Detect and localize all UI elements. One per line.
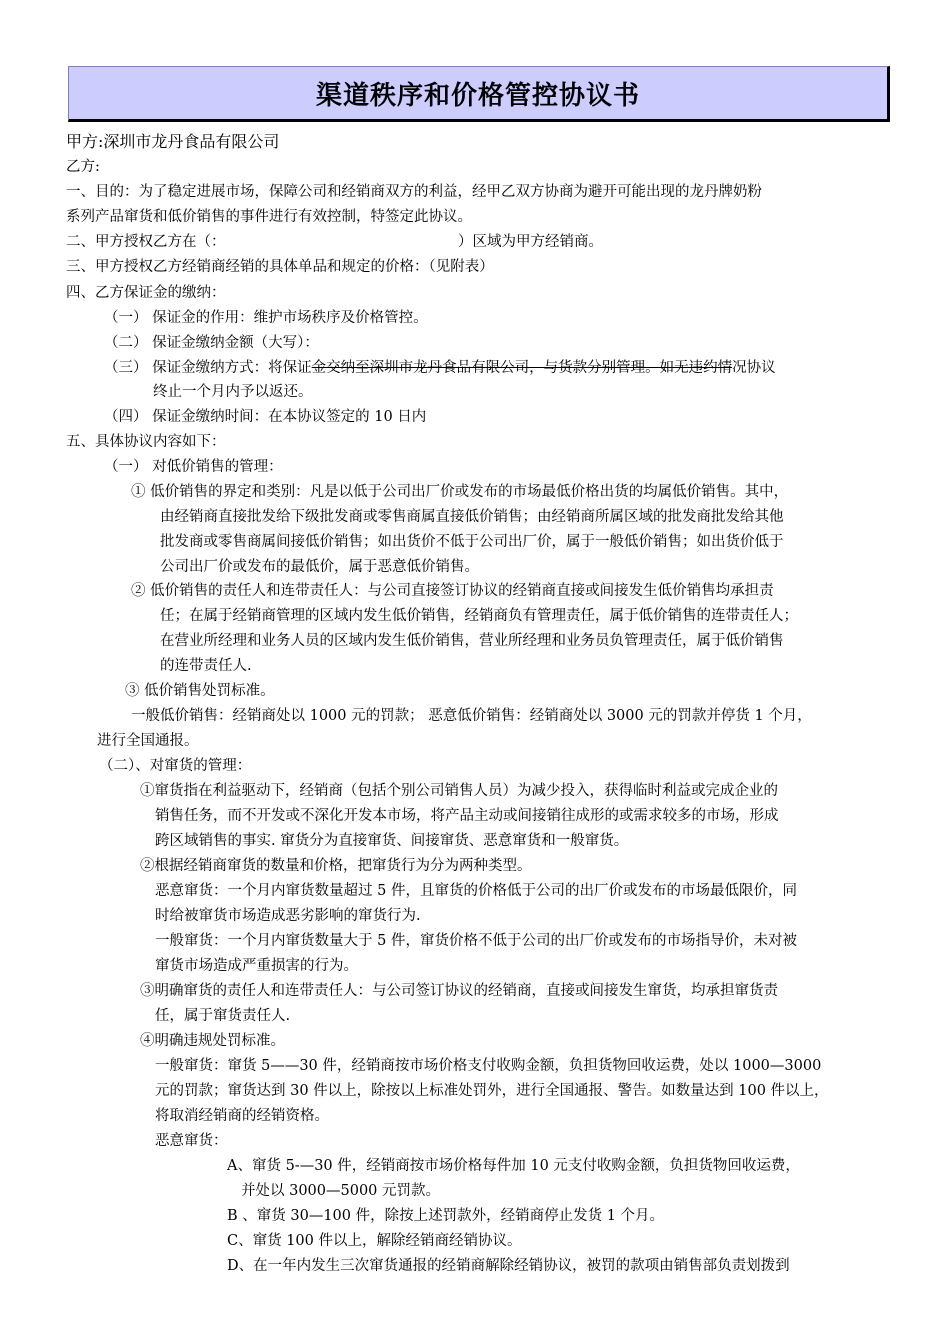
diversion-item-1-cont-1: 销售任务，而不开发或不深化开发本市场，将产品主动或间接销往成形的或需求较多的市场，形成 bbox=[155, 808, 779, 824]
malicious-penalty-d: D、在一年内发生三次窜货通报的经销商解除经销协议，被罚的款项由销售部负责划拨到 bbox=[227, 1258, 790, 1274]
low-price-item-1-cont-1: 由经销商直接批发给下级批发商或零售商属直接低价销售；由经销商所属区域的批发商批发给其他 bbox=[160, 509, 784, 525]
low-price-item-2-cont-2: 在营业所经理和业务人员的区域内发生低价销售，营业所经理和业务员负管理责任，属于低价销售 bbox=[160, 633, 784, 649]
clause-4-3-cont: 终止一个月内予以返还。 bbox=[153, 384, 313, 400]
diversion-item-3-cont: 任，属于窜货责任人. bbox=[155, 1008, 291, 1024]
low-price-penalty-cont: 进行全国通报。 bbox=[97, 733, 199, 749]
malicious-diversion-def: 恶意窜货：一个月内窜货数量超过 5 件，且窜货的价格低于公司的出厂价或发布的市场最低限价，同 bbox=[155, 883, 797, 899]
malicious-diversion-def-cont: 时给被窜货市场造成恶劣影响的窜货行为. bbox=[155, 908, 421, 924]
clause-1-line-2: 系列产品窜货和低价销售的事件进行有效控制，特签定此协议。 bbox=[66, 209, 472, 225]
clause-4-4: （四） 保证金缴纳时间：在本协议签定的 10 日内 bbox=[104, 409, 427, 425]
general-diversion-penalty: 一般窜货：窜货 5——30 件，经销商按市场价格支付收购金额，负担货物回收运费，处以 1000—3000 bbox=[155, 1058, 822, 1074]
malicious-penalty-a: A、窜货 5-—30 件，经销商按市场价格每件加 10 元支付收购金额，负担货物回收运费， bbox=[227, 1158, 800, 1174]
party-a: 甲方:深圳市龙丹食品有限公司 bbox=[66, 132, 280, 151]
diversion-item-2: ②根据经销商窜货的数量和价格，把窜货行为分为两种类型。 bbox=[140, 858, 532, 874]
clause-1-line-1: 一、目的：为了稳定进展市场，保障公司和经销商双方的利益，经甲乙双方协商为避开可能出现的龙丹牌奶粉 bbox=[66, 184, 762, 200]
clause-4: 四、乙方保证金的缴纳： bbox=[66, 285, 226, 301]
diversion-item-3: ③明确窜货的责任人和连带责任人：与公司签订协议的经销商，直接或间接发生窜货，均承担窜货责 bbox=[140, 983, 778, 999]
malicious-diversion-label: 恶意窜货： bbox=[155, 1133, 228, 1149]
low-price-penalty: 一般低价销售：经销商处以 1000 元的罚款； 恶意低价销售：经销商处以 3000 元的罚款并停货 1 个月， bbox=[131, 708, 812, 724]
low-price-item-3: ③ 低价销售处罚标准。 bbox=[125, 683, 275, 699]
diversion-item-1: ①窜货指在利益驱动下，经销商（包括个别公司销售人员）为减少投入，获得临时利益或完成企业的 bbox=[140, 783, 778, 799]
diversion-item-4: ④明确违规处罚标准。 bbox=[140, 1033, 285, 1049]
clause-5-2: （二）、对窜货的管理： bbox=[99, 758, 252, 774]
clause-5-1: （一） 对低价销售的管理： bbox=[104, 459, 283, 475]
clause-2-end: ）区域为甲方经销商。 bbox=[458, 234, 603, 250]
malicious-penalty-c: C、窜货 100 件以上，解除经销商经销协议。 bbox=[227, 1233, 522, 1249]
document-title: 渠道秩序和价格管控协议书 bbox=[315, 80, 640, 111]
low-price-item-1-cont-2: 批发商或零售商属间接低价销售；如出货价不低于公司出厂价，属于一般低价销售；如出货价低于 bbox=[160, 534, 784, 550]
title-banner bbox=[68, 66, 890, 122]
low-price-item-1-cont-3: 公司出厂价或发布的最低价，属于恶意低价销售。 bbox=[160, 559, 479, 575]
malicious-penalty-b: B 、窜货 30—100 件，除按上述罚款外，经销商停止发货 1 个月。 bbox=[227, 1208, 665, 1224]
clause-3: 三、甲方授权乙方经销商经销的具体单品和规定的价格：（见附表） bbox=[66, 259, 494, 275]
party-b: 乙方: bbox=[66, 159, 100, 175]
clause-4-3: （三） 保证金缴纳方式：将保证金交纳至深圳市龙丹食品有限公司，与货款分别管理。如无违约情况协议 bbox=[104, 360, 776, 376]
clause-4-2: （二） 保证金缴纳金额（大写）： bbox=[104, 335, 319, 351]
low-price-item-1: ① 低价销售的界定和类别：凡是以低于公司出厂价或发布的市场最低价格出货的均属低价销售。其中， bbox=[131, 484, 789, 500]
low-price-item-2-cont-1: 任；在属于经销商管理的区域内发生低价销售，经销商负有管理责任，属于低价销售的连带责任人； bbox=[160, 608, 798, 624]
general-diversion-penalty-cont-1: 元的罚款；窜货达到 30 件以上，除按以上标准处罚外，进行全国通报、警告。如数量达到 100 件以上， bbox=[155, 1083, 829, 1099]
general-diversion-def: 一般窜货：一个月内窜货数量大于 5 件，窜货价格不低于公司的出厂价或发布的市场指导价，未对被 bbox=[155, 933, 797, 949]
low-price-item-2: ② 低价销售的责任人和连带责任人：与公司直接签订协议的经销商直接或间接发生低价销售均承担责 bbox=[131, 583, 774, 599]
general-diversion-def-cont: 窜货市场造成严重损害的行为。 bbox=[155, 958, 358, 974]
low-price-item-2-cont-3: 的连带责任人. bbox=[160, 658, 252, 674]
clause-4-1: （一） 保证金的作用：维护市场秩序及价格管控。 bbox=[104, 310, 428, 326]
diversion-item-1-cont-2: 跨区域销售的事实. 窜货分为直接窜货、间接窜货、恶意窜货和一般窜货。 bbox=[155, 833, 629, 849]
clause-2-start: 二、甲方授权乙方在（： bbox=[66, 234, 226, 250]
general-diversion-penalty-cont-2: 将取消经销商的经销资格。 bbox=[155, 1108, 329, 1124]
clause-5: 五、具体协议内容如下： bbox=[66, 434, 226, 450]
malicious-penalty-a-cont: 并处以 3000—5000 元罚款。 bbox=[241, 1183, 441, 1199]
